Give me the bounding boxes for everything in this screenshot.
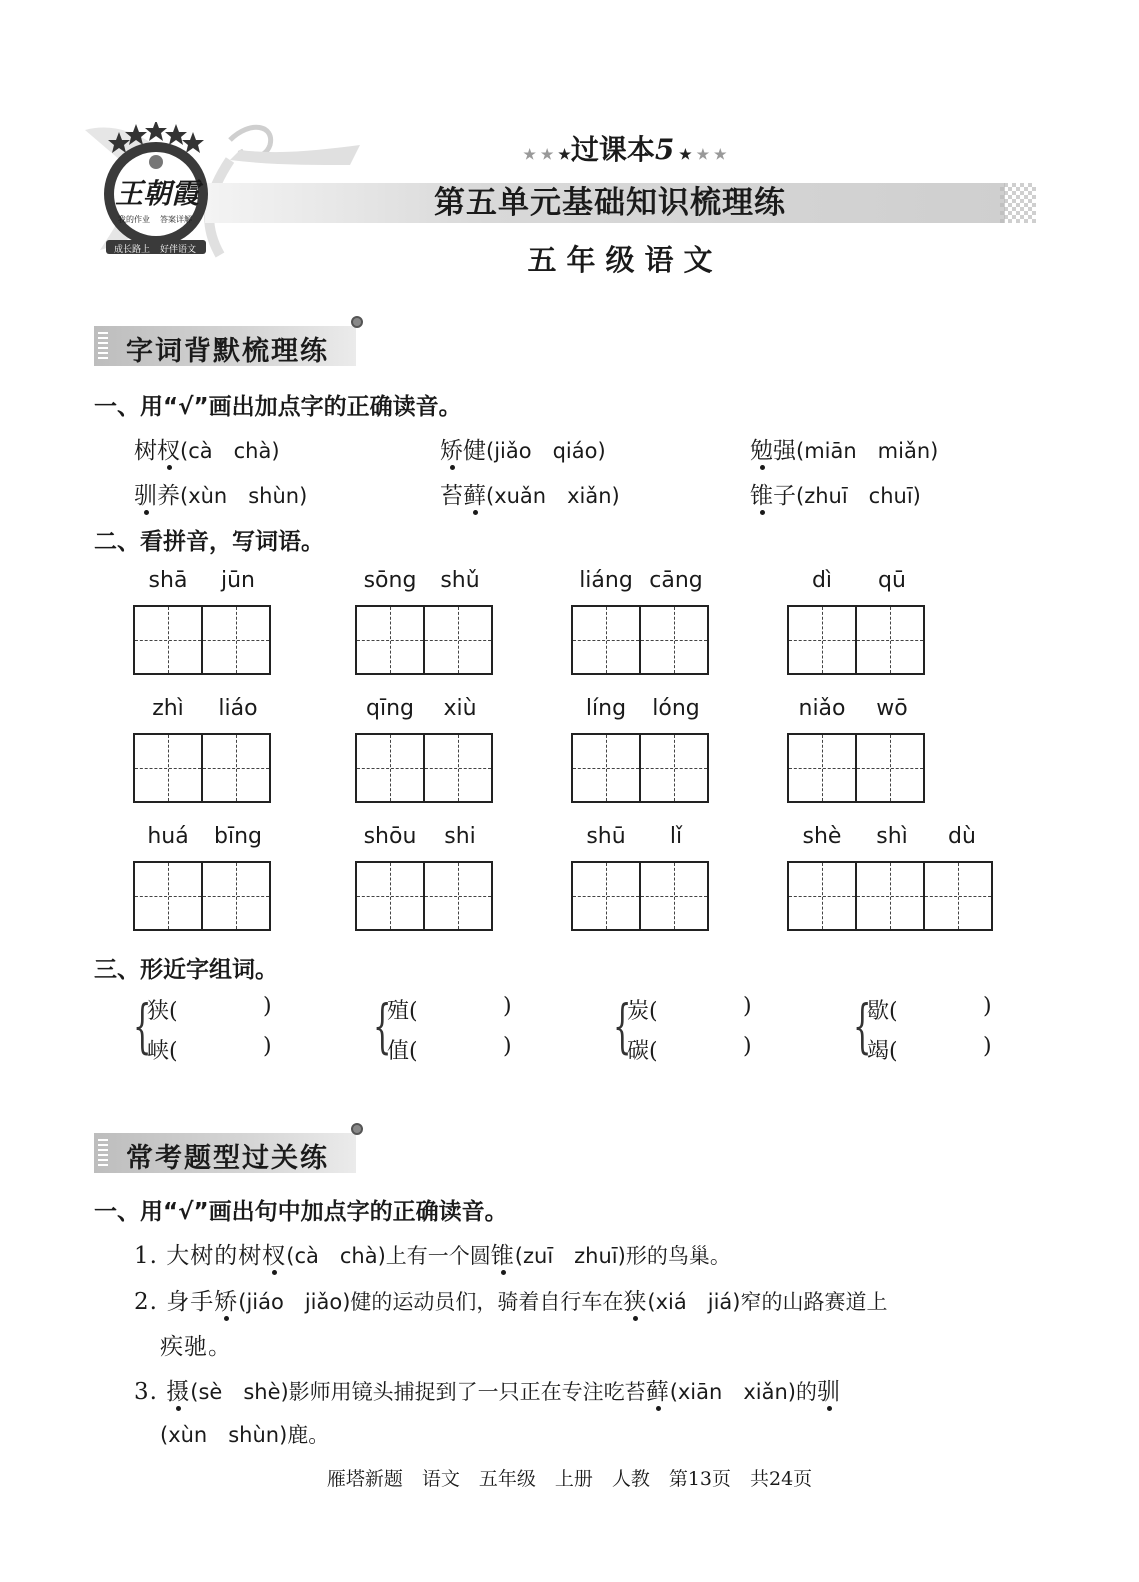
reading-item: 苔藓(xuǎn xiǎn)	[440, 483, 620, 509]
page-title: 第五单元基础知识梳理练	[434, 185, 786, 221]
writing-grid[interactable]	[787, 605, 923, 675]
reading-item: 勉强(miān miǎn)	[750, 438, 939, 464]
reading-item: 矫健(jiǎo qiáo)	[440, 438, 606, 464]
banner-checker-pattern	[1000, 183, 1036, 223]
writing-grid[interactable]	[571, 733, 707, 803]
sentence-1: 1. 大树的树杈(cà chà)上有一个圆锥(zuī zhuī)形的鸟巢。	[134, 1243, 731, 1269]
brace-icon: {	[613, 992, 632, 1060]
reading-item: 驯养(xùn shùn)	[134, 483, 308, 509]
section-title-2: 常考题型过关练	[126, 1143, 329, 1174]
logo-small-right: 答案详解	[160, 215, 192, 224]
sentence-2-continued: 疾驰。	[160, 1334, 232, 1360]
writing-grid[interactable]	[787, 861, 991, 931]
pin-icon	[351, 316, 363, 328]
section-2-prompt: 一、用“√”画出句中加点字的正确读音。	[94, 1199, 508, 1225]
logo-ribbon-left: 成长路上	[114, 245, 151, 255]
brace-icon: {	[853, 992, 872, 1060]
brace-icon: {	[373, 992, 392, 1060]
question-3-prompt: 三、形近字组词。	[94, 957, 278, 983]
writing-grid[interactable]	[355, 733, 491, 803]
section-banner-1	[94, 326, 359, 368]
writing-grid[interactable]	[787, 733, 923, 803]
similar-char-pair: { 歇( ) 竭( )	[853, 992, 992, 1064]
course-number: 5	[654, 133, 675, 166]
writing-grid[interactable]	[571, 605, 707, 675]
writing-grid[interactable]	[133, 733, 269, 803]
page-footer: 雁塔新题 语文 五年级 上册 人教 第13页 共24页	[326, 1468, 813, 1490]
pin-icon	[351, 1123, 363, 1135]
brace-icon: {	[133, 992, 152, 1060]
section-title-1: 字词背默梳理练	[126, 336, 329, 367]
writing-grid[interactable]	[133, 605, 269, 675]
section-banner-2	[94, 1133, 359, 1175]
writing-grid[interactable]	[355, 861, 491, 931]
logo-small-left: 我的作业	[118, 215, 150, 224]
sentence-3-continued: (xùn shùn)鹿。	[160, 1423, 330, 1447]
writing-grid[interactable]	[355, 605, 491, 675]
similar-char-pair: { 狭( ) 峡( )	[133, 992, 272, 1064]
similar-char-pair: { 炭( ) 碳( )	[613, 992, 752, 1064]
reading-item: 锥子(zhuī chuī)	[750, 483, 921, 509]
sentence-3: 3. 摄(sè shè)影师用镜头捕捉到了一只正在专注吃苔藓(xiān xiǎn)的驯	[134, 1379, 841, 1405]
course-tag: ★ ★ ★过课本5 ★ ★ ★	[523, 133, 727, 166]
logo-name: 王朝霞	[114, 177, 199, 210]
writing-grid[interactable]	[571, 861, 707, 931]
sentence-2: 2. 身手矫(jiáo jiǎo)健的运动员们，骑着自行车在狭(xiá jiá)窄的山路赛道上	[134, 1289, 888, 1315]
page-subtitle: 五年级语文	[527, 243, 723, 277]
similar-char-pair: { 殖( ) 值( )	[373, 992, 512, 1064]
question-1-prompt: 一、用“√”画出加点字的正确读音。	[94, 394, 462, 420]
reading-item: 树杈(cà chà)	[134, 438, 280, 464]
writing-grid[interactable]	[133, 861, 269, 931]
logo-ribbon-right: 好伴语文	[160, 245, 197, 255]
question-2-prompt: 二、看拼音，写词语。	[94, 529, 324, 555]
